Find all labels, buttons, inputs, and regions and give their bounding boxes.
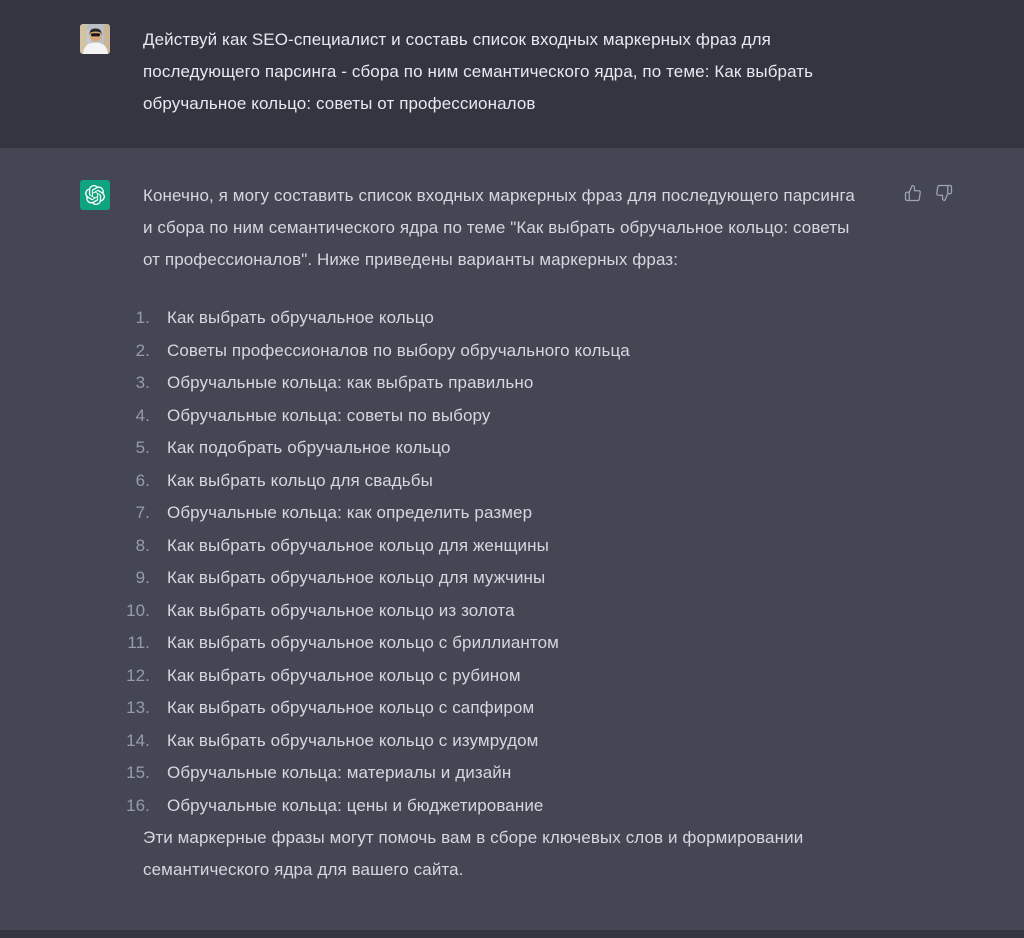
list-item [120,692,863,725]
list-item-text: Как выбрать обручальное кольцо из золота [167,600,515,620]
list-item-text: Как выбрать обручальное кольцо для женщины [167,535,549,555]
list-item-text: Обручальные кольца: цены и бюджетирование [167,795,544,815]
list-item-text: Как выбрать обручальное кольцо с бриллиантом [167,633,559,652]
assistant-message-row [0,148,1024,930]
list-item-text: Советы профессионалов по выбору обручального кольца [167,340,630,360]
list-item-text: Обручальные кольца: как определить размер [167,503,533,522]
list-item [120,757,863,790]
list-item [120,432,863,465]
list-item-text: Как выбрать обручальное кольцо с сапфиром [167,698,535,717]
list-item-text: Как выбрать обручальное кольцо с изумрудом [167,730,539,750]
chatgpt-logo-icon [80,180,110,210]
thumbs-up-icon [904,184,922,202]
list-item-text: Обручальные кольца: советы по выбору [167,405,491,425]
list-item-text: Как выбрать кольцо для свадьбы [167,470,433,490]
list-item [120,335,863,368]
user-message-text: Действуй как SEO-специалист и составь список входных маркерных фраз для последующего парсинга - сбора по ним семантического ядра, по теме: Как выбрать обручальное кольцо: советы от профессионалов [143,30,814,113]
list-item [120,400,863,433]
list-item [120,790,863,823]
list-item [120,497,863,530]
list-item [120,367,863,400]
list-item [120,465,863,498]
list-item [120,660,863,693]
list-item [120,562,863,595]
message-actions [904,180,953,202]
marker-phrases-list [120,302,863,822]
thumbs-down-icon [935,184,953,202]
thumbs-up-button[interactable] [904,184,922,202]
list-item [120,627,863,660]
list-item-text: Обручальные кольца: материалы и дизайн [167,763,512,782]
user-message-row [0,0,1024,148]
list-item-text: Как выбрать обручальное кольцо [167,308,434,327]
list-item [120,530,863,563]
list-item-text: Как выбрать обручальное кольцо для мужчины [167,568,546,587]
thumbs-down-button[interactable] [935,184,953,202]
user-photo-avatar [80,24,110,54]
list-item [120,302,863,335]
list-item-text: Обручальные кольца: как выбрать правильно [167,373,534,392]
next-message-edge [0,930,1024,938]
list-item-text: Как выбрать обручальное кольцо с рубином [167,665,521,685]
list-item [120,595,863,628]
list-item [120,725,863,758]
assistant-outro-text: Эти маркерные фразы могут помочь вам в сборе ключевых слов и формировании семантического ядра для вашего сайта. [143,828,804,879]
list-item-text: Как подобрать обручальное кольцо [167,438,451,457]
assistant-intro-text: Конечно, я могу составить список входных маркерных фраз для последующего парсинга и сбора по ним семантического ядра по теме "Как выбрать обручальное кольцо: советы от профессионалов". Ниже приведены варианты маркерных фраз: [143,186,855,269]
